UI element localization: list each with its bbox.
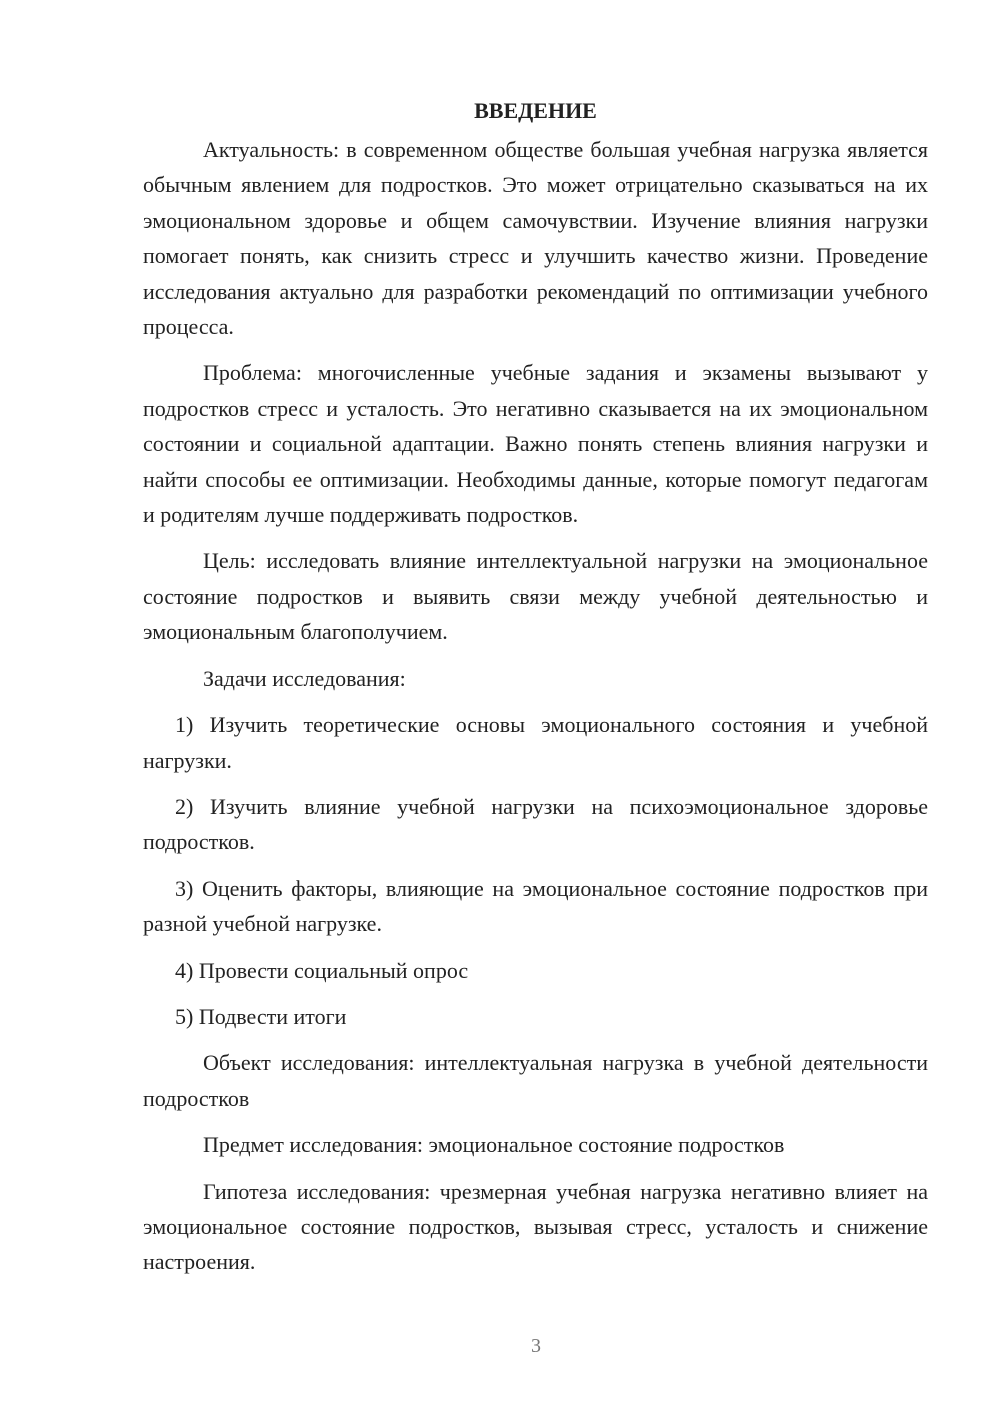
section-heading: ВВЕДЕНИЕ (474, 98, 597, 123)
problem-paragraph: Проблема: многочисленные учебные задания и экзамены вызывают у подростков стресс и усталость. Это негативно сказывается на их эмоциональном состоянии и социальной адаптации. Важно понять степень влияния нагрузки и найти способы ее оптимизации. Необходимы данные, которые помогут педагогам и родителям лучше поддерживать подростков. (143, 360, 928, 528)
task-item: 4) Провести социальный опрос (175, 957, 469, 983)
hypothesis-paragraph: Гипотеза исследования: чрезмерная учебная нагрузка негативно влияет на эмоциональное состояние подростков, вызывая стресс, усталость и снижение настроения. (143, 1178, 928, 1275)
page-content (143, 96, 928, 1291)
task-item: 2) Изучить влияние учебной нагрузки на психоэмоциональное здоровье подростков. (143, 793, 928, 855)
task-item: 1) Изучить теоретические основы эмоционального состояния и учебной нагрузки. (143, 712, 928, 773)
tasks-heading: Задачи исследования: (203, 665, 406, 691)
task-item: 5) Подвести итоги (175, 1003, 347, 1029)
subject-paragraph: Предмет исследования: эмоциональное состояние подростков (203, 1132, 785, 1158)
goal-paragraph: Цель: исследовать влияние интеллектуальной нагрузки на эмоциональное состояние подростков и выявить связи между учебной деятельностью и эмоциональным благополучием. (143, 548, 928, 645)
page-number: 3 (531, 1335, 541, 1357)
task-item: 3) Оценить факторы, влияющие на эмоциональное состояние подростков при разной учебной нагрузке. (143, 875, 928, 937)
object-paragraph: Объект исследования: интеллектуальная нагрузка в учебной деятельности подростков (143, 1050, 928, 1111)
relevance-paragraph: Актуальность: в современном обществе большая учебная нагрузка является обычным явлением для подростков. Это может отрицательно сказываться на их эмоциональном здоровье и общем самочувствии. Изучение влияния нагрузки помогает понять, как снизить стресс и улучшить качество жизни. Проведение исследования актуально для разработки рекомендаций по оптимизации учебного процесса. (143, 137, 928, 340)
